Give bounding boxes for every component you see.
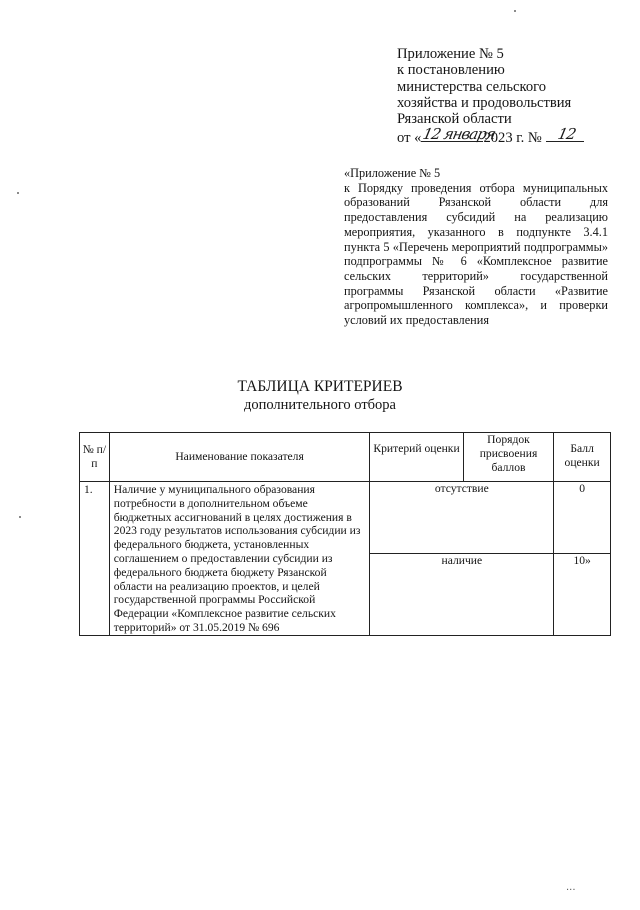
scan-speck: [19, 516, 21, 518]
header-date-line: [397, 127, 612, 146]
appendix-block: [344, 166, 608, 328]
row-num: 1.: [80, 482, 110, 636]
date-suffix: 2023 г. №: [483, 130, 542, 147]
option-presence-score: 10»: [554, 554, 611, 636]
appendix-title: «Приложение № 5: [344, 166, 441, 180]
scan-speck: [514, 10, 516, 12]
date-prefix: от «: [397, 130, 422, 147]
header-score: Балл оценки: [554, 433, 611, 482]
date-field: [421, 125, 498, 144]
header-name: Наименование показателя: [109, 433, 370, 482]
option-absence-score: 0: [554, 482, 611, 554]
handwritten-date: 12 января: [421, 125, 498, 144]
table-row: [80, 482, 611, 554]
row-indicator-name: Наличие у муниципального образования потребности в дополнительном объеме бюджетных ассигнований в целях достижения в 2023 году результатов использования субсидии из федерального бюджета, установленных соглашением о предоставлении субсидии из федерального бюджета бюджету Рязанской области на реализацию проектов, и целей государственной программы Российской Федерации «Комплексное развитие сельских территорий» от 31.05.2019 № 696: [109, 482, 370, 636]
header-line-resolution: к постановлению: [397, 62, 505, 79]
option-absence-label: отсутствие: [370, 482, 554, 554]
header-line-appendix: Приложение № 5: [397, 46, 504, 62]
table-header-row: [80, 433, 611, 482]
header-line-ministry: министерства сельского: [397, 78, 547, 95]
scan-speck: [17, 192, 19, 194]
handwritten-number: 12: [555, 125, 577, 144]
table-subtitle: дополнительного отбора: [243, 397, 396, 413]
option-presence-label: наличие: [370, 554, 554, 636]
criteria-table: [79, 432, 611, 636]
header-num: № п/п: [80, 433, 110, 482]
number-field: [546, 127, 584, 142]
header-line-region: Рязанской области: [397, 111, 512, 128]
corner-mark: ...: [566, 882, 576, 893]
table-title: ТАБЛИЦА КРИТЕРИЕВ: [237, 378, 403, 395]
header-order: Порядок присвоения баллов: [463, 433, 554, 482]
appendix-body: к Порядку проведения отбора муниципальных образований Рязанской области для предоставления субсидий на реализацию мероприятия, указанного в подпункте 3.4.1 пункта 5 «Перечень мероприятий подпрограммы» подпрограммы № 6 «Комплексное развитие сельских территорий» государственной программы Рязанской области «Развитие агропромышленного комплекса», и проверки условий их предоставления: [344, 180, 608, 328]
header-line-agriculture: хозяйства и продовольствия: [397, 94, 572, 111]
header-criterion: Критерий оценки: [370, 433, 463, 482]
header-block: [397, 46, 612, 147]
